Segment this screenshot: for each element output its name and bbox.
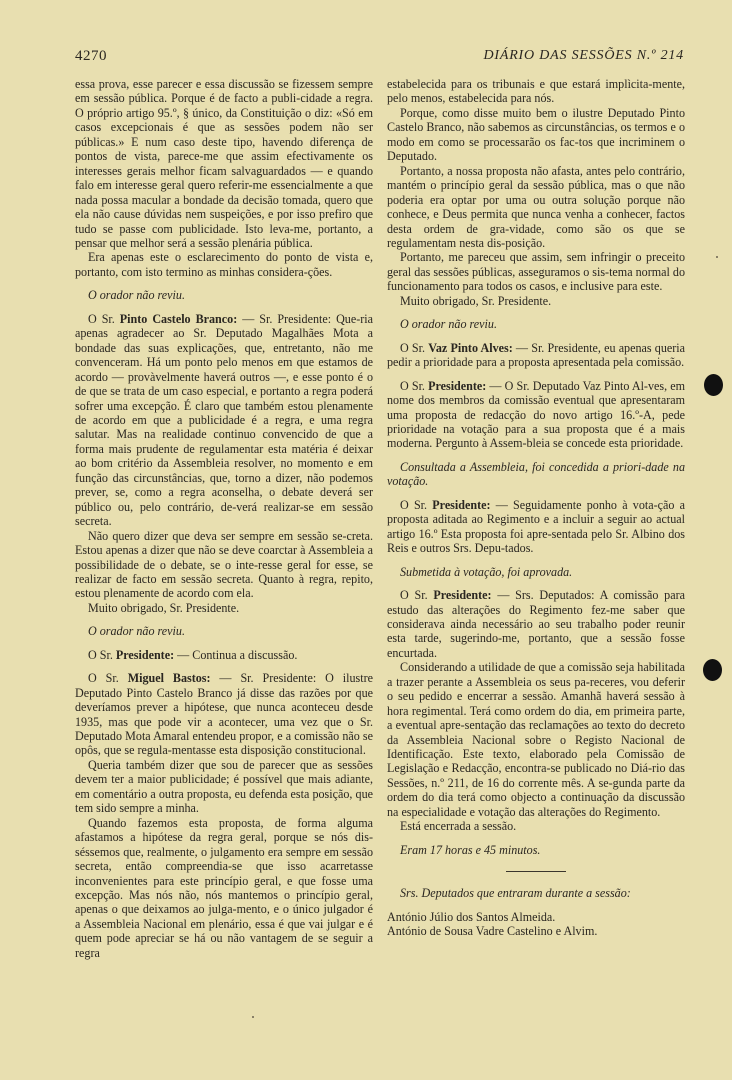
speaker-name: Presidente: xyxy=(432,497,491,512)
stage-direction: Submetida à votação, foi aprovada. xyxy=(400,564,573,579)
speaker-title: O Sr. xyxy=(400,497,433,512)
speech-text: — Sr. Presidente: O ilustre Deputado Pinto Castelo Branco já disse das razões por que deveríamos prever a hipótese, que nunca aconteceu desde 1935, mas que pode vir a acontecer, uma vez que o Sr. Deputado Mota Amaral entendeu propor, e a comissão não se opôs, que se regula-mentasse esta disposição constitucional. xyxy=(75,671,373,758)
speech-paragraph xyxy=(387,379,685,451)
binding-hole-mark xyxy=(704,374,723,396)
paper-speck xyxy=(716,256,718,258)
speech-paragraph xyxy=(75,312,373,529)
speaker-name: Presidente: xyxy=(428,378,487,393)
body-paragraph: António de Sousa Vadre Castelino e Alvim. xyxy=(387,924,598,939)
left-column xyxy=(75,77,373,960)
stage-direction: O orador não reviu. xyxy=(88,624,185,639)
speaker-name: Pinto Castelo Branco: xyxy=(119,311,238,326)
body-paragraph: Está encerrada a sessão. xyxy=(400,819,517,834)
body-paragraph: Quando fazemos esta proposta, de forma alguma afastamos a hipótese da regra geral, porque se nós dis-séssemos que, realmente, o julgamento era sempre em sessão secreta, então compreendia-se que isso acarretasse inconvenientes para este princípio geral, e que fosse uma excepção. Mas nós não, nós mantemos o princípio geral, apenas o que deixamos ao julga-mento, e o único julgador é a Assembleia Nacional em plenário, essa é que vai julgar e é quem pode apreciar se há ou não vantagem de se seguir a regra xyxy=(75,815,373,960)
section-divider xyxy=(506,871,566,872)
body-paragraph: Era apenas este o esclarecimento do ponto de vista e, portanto, com isto termino as minhas considera-ções. xyxy=(75,250,373,279)
body-paragraph: Portanto, me pareceu que assim, sem infringir o preceito geral das sessões públicas, asseguramos o sis-tema normal do funcionamento para todos os casos, e inclusive para este. xyxy=(387,250,685,294)
stage-direction: Consultada a Assembleia, foi concedida a priori-dade na votação. xyxy=(387,459,685,489)
speaker-name: Presidente: xyxy=(433,588,492,603)
speech-text: — O Sr. Deputado Vaz Pinto Al-ves, em nome dos membros da comissão eventual que apresentaram uma proposta de redacção do novo artigo 16.º-A, pede prioridade na votação para a sua proposta que é a mais moderna. Pergunto à Assem-bleia se concede esta prioridade. xyxy=(387,378,685,451)
speech-paragraph xyxy=(75,648,373,662)
speaker-title: O Sr. xyxy=(88,647,116,662)
speaker-name: Vaz Pinto Alves: xyxy=(428,340,513,355)
binding-hole-mark xyxy=(703,659,722,681)
stage-direction: O orador não reviu. xyxy=(88,288,185,303)
paper-speck xyxy=(252,1016,254,1018)
page-number: 4270 xyxy=(75,48,107,64)
speaker-title: O Sr. xyxy=(400,588,434,603)
body-paragraph: essa prova, esse parecer e essa discussão se fizessem sempre em sessão pública. Porque é de facto a publi-cidade a regra. O próprio artigo 95.º, § único, da Constituição o diz: «Só em casos excepcionais é que as sessões podem não ser públicas.» E num caso deste tipo, havendo diferença de pontos de vista, parece-me que assim efectivamente os interesses gerais melhor ficam salvaguardados — e quando falo em interesse geral quero referir-me essencialmente a que nada possa macular a bondade da decisão tomada, quero que ela não cause dúvidas nem suspeições, e por isso prefiro que tudo se passe com publicidade. Isto leva-me, portanto, a pensar que melhor será a sessão plenária pública. xyxy=(75,77,373,250)
body-paragraph: António Júlio dos Santos Almeida. xyxy=(387,909,556,924)
speech-text: — Sr. Presidente: Que-ria apenas agradecer ao Sr. Deputado Magalhães Mota a bondade das suas explicações, que, entretanto, não me convenceram. Há um ponto pelo menos em que estamos de acordo — provàvelmente haverá outros —, e esse ponto é o de que se trata de um caso especial, e portanto a regra poderá sofrer uma excepção. É claro que também estou plenamente de acordo em que a publicidade é a regra, e uma regra salutar. Mas na realidade continuo convencido de que a forma mais prudente de regulamentar esta matéria é deixar ao bom critério da Assembleia resolver, no momento e em função das circunstâncias, que, torno a dizer, não podemos prever, se, como a regra aconselha, o debate deverá ser público ou, pelo contrário, de-verá realizar-se em sessão secreta. xyxy=(75,311,373,529)
body-paragraph: Muito obrigado, Sr. Presidente. xyxy=(88,600,240,615)
speaker-title: O Sr. xyxy=(400,378,429,393)
speaker-title: O Sr. xyxy=(88,311,120,326)
body-paragraph: Não quero dizer que deva ser sempre em sessão se-creta. Estou apenas a dizer que não se deve coarctar à Assembleia a possibilidade de o debate, se o inte-resse geral for esse, se realizar de facto em sessão secreta. Quanto à regra, repito, estou plenamente de acordo com ela. xyxy=(75,528,373,601)
body-paragraph: Considerando a utilidade de que a comissão seja habilitada a trazer perante a Assembleia os seus pa-receres, vou deferir o seu pedido e encerrar a sessão. Amanhã haverá sessão à hora regimental. Terá como ordem do dia, em primeira parte, a eventual apre-sentação das reclamações ao texto do decreto da Assembleia Nacional sobre o Registo Nacional de Identificação. Este texto, elaborado pela Comissão de Legislação e Redacção, encontra-se publicado no Diá-rio das Sessões, n.º 211, de 16 do corrente mês. A se-gunda parte da ordem do dia terá como objecto a continuação da discussão na especialidade e votação das alterações do Regimento. xyxy=(387,660,685,819)
speaker-title: O Sr. xyxy=(400,340,429,355)
stage-direction: Srs. Deputados que entraram durante a sessão: xyxy=(400,886,631,901)
speaker-name: Miguel Bastos: xyxy=(127,671,211,686)
speech-paragraph xyxy=(75,671,373,758)
speaker-name: Presidente: xyxy=(115,647,175,662)
speech-text: — Srs. Deputados: A comissão para estudo das alterações do Regimento fez-me saber que considerava ainda necessário ao seu trabalho poder reunir esta tarde, sugerindo-me, portanto, que a sessão fosse encurtada. xyxy=(387,588,685,660)
body-paragraph: Porque, como disse muito bem o ilustre Deputado Pinto Castelo Branco, não sabemos as circunstâncias, os termos e o modo em como se processarão os fac-tos que incriminem o Deputado. xyxy=(387,105,685,164)
body-paragraph: estabelecida para os tribunais e que estará implìcita-mente, pelo menos, estabelecida para nós. xyxy=(387,77,685,106)
body-paragraph: Portanto, a nossa proposta não afasta, antes pelo contrário, mantém o princípio geral da sessão pública, mas o que não poderia era optar por uma ou outra solução porque não conhece, e Deus permita que nunca venha a conhecer, factos desta ordem de gra-vidade, como são os que se regulamentam nesta dis-posição. xyxy=(387,163,685,250)
speech-paragraph xyxy=(387,341,685,370)
body-paragraph: Queria também dizer que sou de parecer que as sessões devem ter a maior publicidade; é possível que mais adiante, em comentário a outra proposta, eu defenda esta posição, que tem sido sempre a minha. xyxy=(75,757,373,816)
speech-text: — Sr. Presidente, eu apenas queria pedir a prioridade para a proposta apresentada pela comissão. xyxy=(387,340,685,370)
stage-direction: Eram 17 horas e 45 minutos. xyxy=(400,842,541,857)
speaker-title: O Sr. xyxy=(88,671,128,686)
speech-text: — Seguidamente ponho à vota-ção a proposta aditada ao Regimento e a incluir a seguir ao actual artigo 16.º Esta proposta foi apre-sentada pelo Sr. Albino dos Reis e outros Srs. Depu-tados. xyxy=(387,497,685,556)
running-head: DIÁRIO DAS SESSÕES N.º 214 xyxy=(483,48,684,63)
right-column xyxy=(387,77,685,939)
speech-paragraph xyxy=(387,588,685,660)
speech-text: — Continua a discussão. xyxy=(174,647,298,662)
stage-direction: O orador não reviu. xyxy=(400,317,497,332)
speech-paragraph xyxy=(387,498,685,556)
body-paragraph: Muito obrigado, Sr. Presidente. xyxy=(400,293,552,308)
